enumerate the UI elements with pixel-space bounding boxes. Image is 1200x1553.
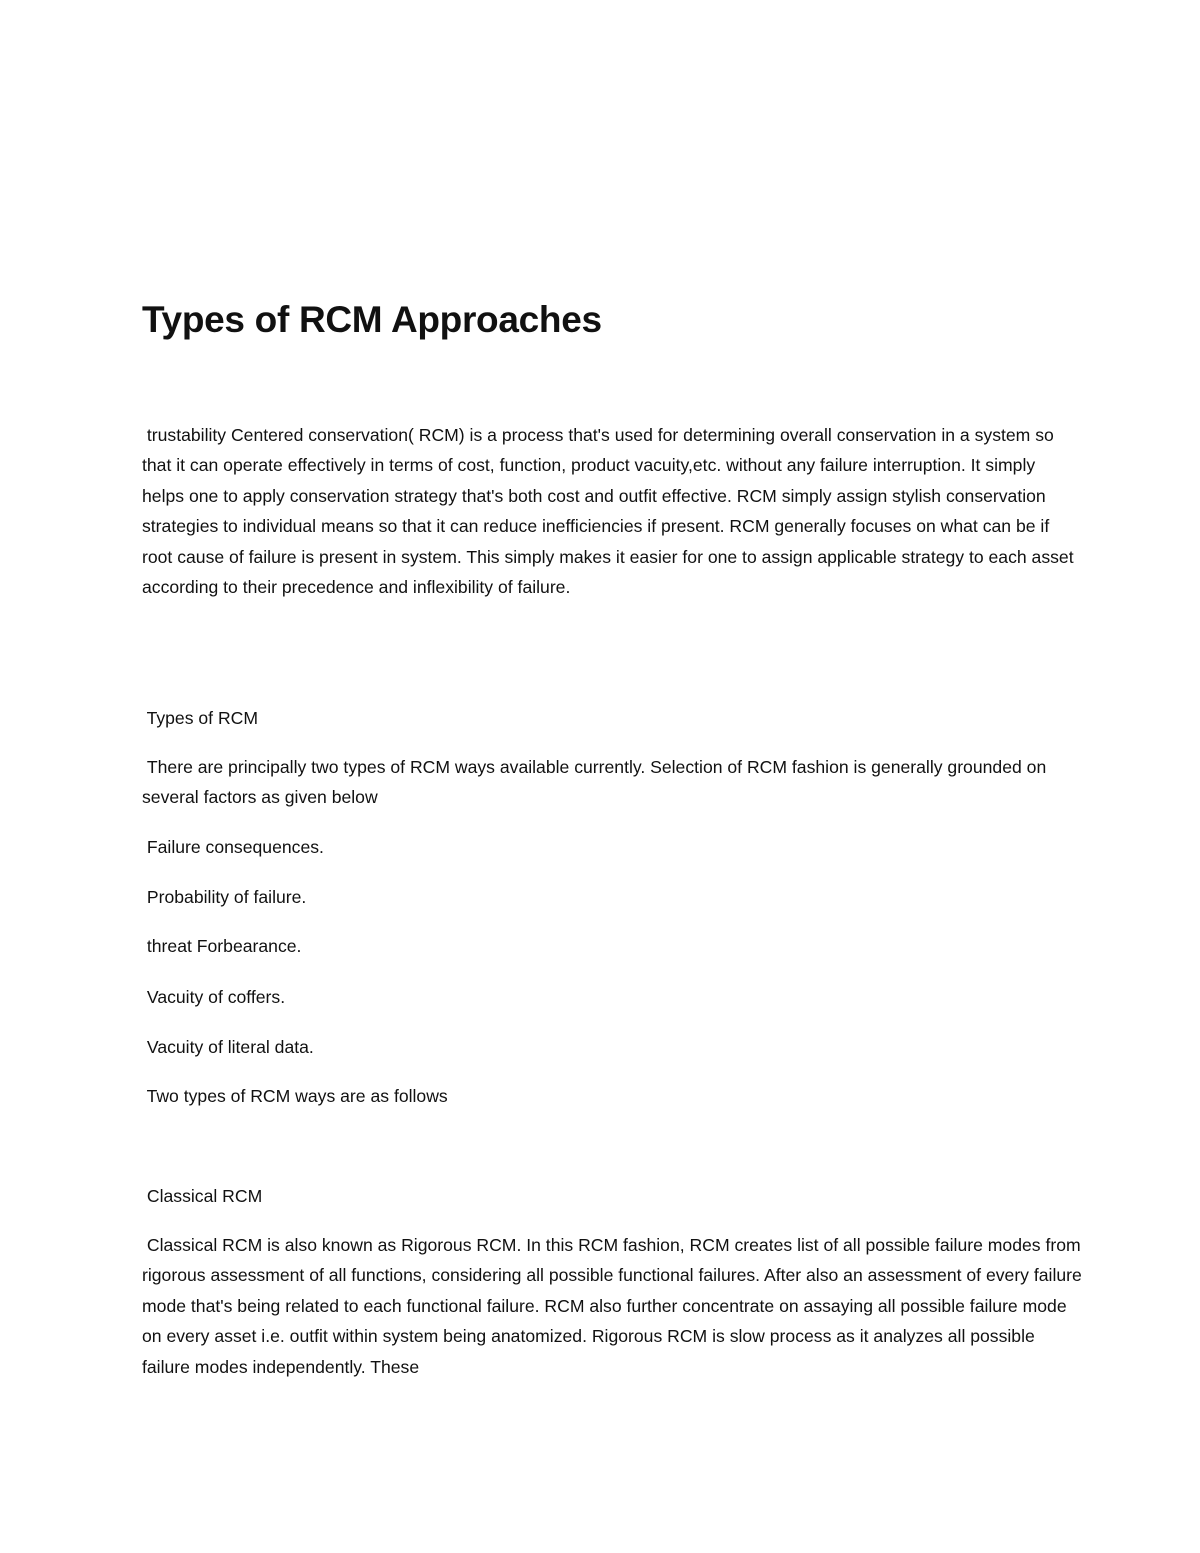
types-intro-paragraph: There are principally two types of RCM ways available currently. Selection of RCM fashion is generally grounded on several factors as given below xyxy=(142,757,1052,808)
factor-item: Vacuity of coffers. xyxy=(142,987,286,1007)
classical-heading: Classical RCM xyxy=(142,1186,263,1206)
types-heading: Types of RCM xyxy=(142,708,259,728)
two-types-line: Two types of RCM ways are as follows xyxy=(142,1086,448,1106)
intro-paragraph: trustability Centered conservation( RCM) is a process that's used for determining overall conservation in a system so that it can operate effectively in terms of cost, function, product vacuity,etc. without any failure interruption. It simply helps one to apply conservation strategy that's both cost and outfit effective. RCM simply assign stylish conservation strategies to individual means so that it can reduce inefficiencies if present. RCM generally focuses on what can be if root cause of failure is present in system. This simply makes it easier for one to assign applicable strategy to each asset according to their precedence and inflexibility of failure. xyxy=(142,425,1079,598)
factor-item: threat Forbearance. xyxy=(142,936,302,956)
factor-item: Failure consequences. xyxy=(142,837,324,857)
classical-paragraph: Classical RCM is also known as Rigorous RCM. In this RCM fashion, RCM creates list of all possible failure modes from rigorous assessment of all functions, considering all possible functional failures. After also an assessment of every failure mode that's being related to each functional failure. RCM also further concentrate on assaying all possible failure mode on every asset i.e. outfit within system being anatomized. Rigorous RCM is slow process as it analyzes all possible failure modes independently. These xyxy=(142,1235,1087,1377)
document-title: Types of RCM Approaches xyxy=(142,299,602,340)
factor-item: Vacuity of literal data. xyxy=(142,1037,314,1057)
factor-item: Probability of failure. xyxy=(142,887,307,907)
